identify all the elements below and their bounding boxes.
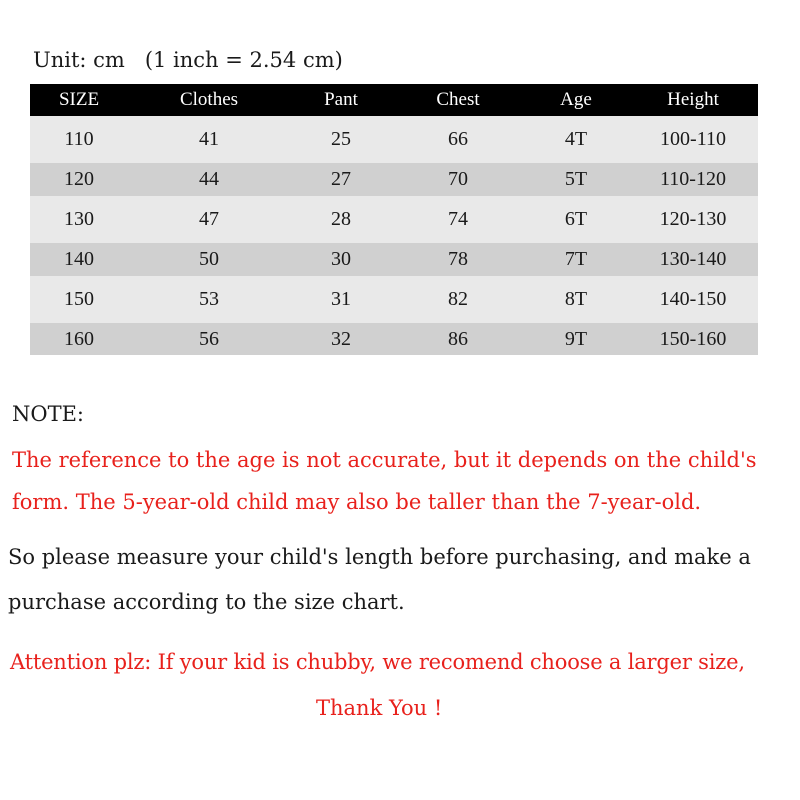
cell-size: 150 — [30, 276, 128, 323]
header-clothes: Clothes — [128, 84, 290, 116]
cell-clothes: 47 — [128, 196, 290, 243]
cell-age: 4T — [524, 116, 628, 163]
thank-you-note: Thank You ! — [316, 696, 443, 720]
cell-size: 140 — [30, 243, 128, 276]
cell-height: 110-120 — [628, 163, 758, 196]
cell-size: 130 — [30, 196, 128, 243]
header-chest: Chest — [392, 84, 524, 116]
cell-pant: 30 — [290, 243, 392, 276]
table-header-row — [30, 84, 758, 116]
cell-height: 140-150 — [628, 276, 758, 323]
note-heading: NOTE: — [12, 402, 85, 426]
header-height: Height — [628, 84, 758, 116]
table-row — [30, 116, 758, 163]
age-disclaimer-line-1: The reference to the age is not accurate, but it depends on the child's — [12, 448, 757, 472]
cell-clothes: 44 — [128, 163, 290, 196]
cell-pant: 27 — [290, 163, 392, 196]
measure-advice-line-2: purchase according to the size chart. — [8, 590, 405, 614]
table-row — [30, 163, 758, 196]
cell-height: 150-160 — [628, 323, 758, 355]
cell-pant: 28 — [290, 196, 392, 243]
attention-note: Attention plz: If your kid is chubby, we recomend choose a larger size, — [10, 650, 745, 674]
cell-height: 120-130 — [628, 196, 758, 243]
cell-chest: 78 — [392, 243, 524, 276]
cell-chest: 66 — [392, 116, 524, 163]
cell-age: 8T — [524, 276, 628, 323]
cell-pant: 25 — [290, 116, 392, 163]
cell-clothes: 53 — [128, 276, 290, 323]
cell-chest: 70 — [392, 163, 524, 196]
table-row — [30, 243, 758, 276]
cell-clothes: 41 — [128, 116, 290, 163]
size-chart-table — [30, 84, 758, 355]
cell-height: 100-110 — [628, 116, 758, 163]
cell-clothes: 56 — [128, 323, 290, 355]
cell-chest: 74 — [392, 196, 524, 243]
cell-size: 160 — [30, 323, 128, 355]
cell-age: 5T — [524, 163, 628, 196]
measure-advice-line-1: So please measure your child's length before purchasing, and make a — [8, 545, 751, 569]
cell-pant: 32 — [290, 323, 392, 355]
cell-age: 7T — [524, 243, 628, 276]
cell-size: 120 — [30, 163, 128, 196]
cell-size: 110 — [30, 116, 128, 163]
cell-chest: 82 — [392, 276, 524, 323]
cell-pant: 31 — [290, 276, 392, 323]
table-row — [30, 196, 758, 243]
table-row — [30, 323, 758, 355]
cell-age: 6T — [524, 196, 628, 243]
unit-conversion: (1 inch = 2.54 cm) — [144, 48, 343, 72]
header-pant: Pant — [290, 84, 392, 116]
header-size: SIZE — [30, 84, 128, 116]
cell-clothes: 50 — [128, 243, 290, 276]
cell-age: 9T — [524, 323, 628, 355]
age-disclaimer-line-2: form. The 5-year-old child may also be taller than the 7-year-old. — [12, 490, 702, 514]
cell-chest: 86 — [392, 323, 524, 355]
unit-label: Unit: cm — [33, 48, 125, 72]
unit-note — [33, 48, 343, 72]
table-row — [30, 276, 758, 323]
cell-height: 130-140 — [628, 243, 758, 276]
header-age: Age — [524, 84, 628, 116]
